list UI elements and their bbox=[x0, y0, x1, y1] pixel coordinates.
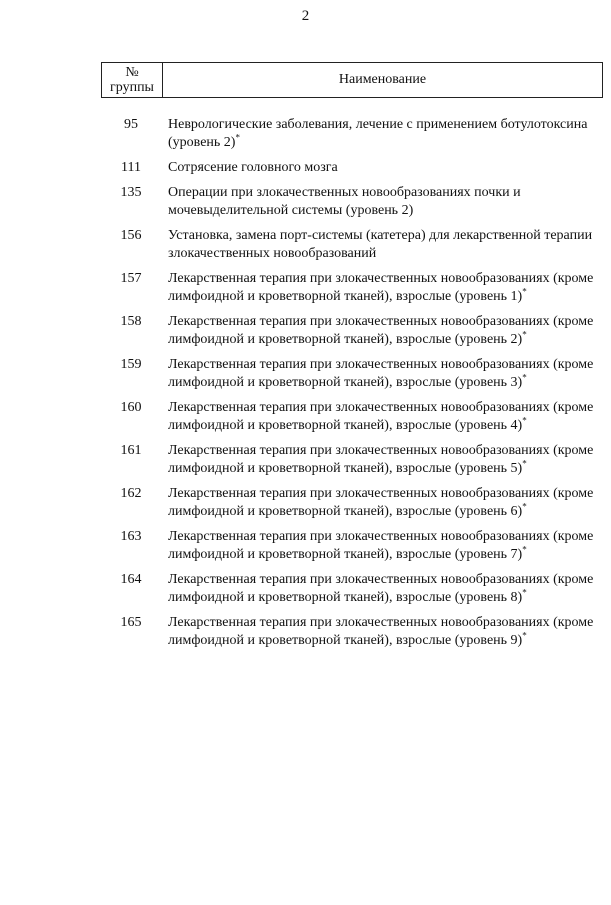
group-number: 164 bbox=[120, 572, 142, 587]
table-row bbox=[100, 442, 600, 478]
group-number: 156 bbox=[120, 228, 142, 243]
header-name: Наименование bbox=[338, 72, 427, 87]
group-name bbox=[162, 442, 600, 478]
group-name bbox=[162, 313, 600, 349]
group-name bbox=[162, 571, 600, 607]
footnote-mark: * bbox=[522, 630, 527, 641]
table-row bbox=[100, 116, 600, 152]
group-name-text: Операции при злокачественных новообразованиях почки и мочевыделительной системы (уровень 2) bbox=[168, 185, 521, 218]
page-number: 2 bbox=[301, 8, 310, 24]
footnote-mark: * bbox=[522, 458, 527, 469]
table-row bbox=[100, 571, 600, 607]
group-number: 158 bbox=[120, 314, 142, 329]
header-group-label: группы bbox=[110, 80, 154, 95]
footnote-mark: * bbox=[522, 329, 527, 340]
footnote-mark: * bbox=[522, 286, 527, 297]
group-number: 163 bbox=[120, 529, 142, 544]
group-name-text: Неврологические заболевания, лечение с применением ботулотоксина (уровень 2) bbox=[168, 117, 588, 150]
group-name bbox=[162, 227, 600, 263]
group-number: 157 bbox=[120, 271, 142, 286]
group-name-text: Лекарственная терапия при злокачественных новообразованиях (кроме лимфоидной и кроветворной тканей), взрослые (уровень 4) bbox=[168, 400, 594, 433]
group-name bbox=[162, 270, 600, 306]
footnote-mark: * bbox=[522, 415, 527, 426]
group-number: 165 bbox=[120, 615, 142, 630]
group-name-text: Лекарственная терапия при злокачественных новообразованиях (кроме лимфоидной и кроветворной тканей), взрослые (уровень 9) bbox=[168, 615, 594, 648]
group-name-text: Лекарственная терапия при злокачественных новообразованиях (кроме лимфоидной и кроветворной тканей), взрослые (уровень 7) bbox=[168, 529, 594, 562]
group-number: 161 bbox=[120, 443, 142, 458]
table-row bbox=[100, 270, 600, 306]
table-row bbox=[100, 399, 600, 435]
table-row bbox=[100, 485, 600, 521]
header-num-sign: № bbox=[125, 65, 139, 80]
footnote-mark: * bbox=[235, 132, 240, 143]
table-header bbox=[101, 62, 603, 98]
group-name-text: Сотрясение головного мозга bbox=[168, 160, 338, 175]
group-number: 135 bbox=[120, 185, 142, 200]
group-name-text: Лекарственная терапия при злокачественных новообразованиях (кроме лимфоидной и кроветворной тканей), взрослые (уровень 3) bbox=[168, 357, 594, 390]
footnote-mark: * bbox=[522, 544, 527, 555]
table-row bbox=[100, 614, 600, 650]
group-number: 159 bbox=[120, 357, 142, 372]
footnote-mark: * bbox=[522, 372, 527, 383]
group-name bbox=[162, 356, 600, 392]
table-row bbox=[100, 227, 600, 263]
group-name bbox=[162, 159, 600, 177]
header-group-number bbox=[102, 63, 163, 97]
table-row bbox=[100, 159, 600, 177]
table-row bbox=[100, 313, 600, 349]
group-number: 160 bbox=[120, 400, 142, 415]
table-row bbox=[100, 356, 600, 392]
table-row bbox=[100, 528, 600, 564]
group-name bbox=[162, 399, 600, 435]
footnote-mark: * bbox=[522, 501, 527, 512]
footnote-mark: * bbox=[522, 587, 527, 598]
group-name bbox=[162, 528, 600, 564]
group-name bbox=[162, 614, 600, 650]
group-name bbox=[162, 116, 600, 152]
group-number: 162 bbox=[120, 486, 142, 501]
group-number: 95 bbox=[124, 117, 138, 132]
group-name-text: Лекарственная терапия при злокачественных новообразованиях (кроме лимфоидной и кроветворной тканей), взрослые (уровень 1) bbox=[168, 271, 594, 304]
group-name-text: Лекарственная терапия при злокачественных новообразованиях (кроме лимфоидной и кроветворной тканей), взрослые (уровень 5) bbox=[168, 443, 594, 476]
group-name-text: Лекарственная терапия при злокачественных новообразованиях (кроме лимфоидной и кроветворной тканей), взрослые (уровень 6) bbox=[168, 486, 594, 519]
table-row bbox=[100, 184, 600, 220]
group-name bbox=[162, 485, 600, 521]
group-name-text: Установка, замена порт-системы (катетера) для лекарственной терапии злокачественных новообразований bbox=[168, 228, 593, 261]
group-name bbox=[162, 184, 600, 220]
group-name-text: Лекарственная терапия при злокачественных новообразованиях (кроме лимфоидной и кроветворной тканей), взрослые (уровень 2) bbox=[168, 314, 594, 347]
group-list bbox=[100, 116, 600, 657]
group-number: 111 bbox=[121, 160, 141, 175]
group-name-text: Лекарственная терапия при злокачественных новообразованиях (кроме лимфоидной и кроветворной тканей), взрослые (уровень 8) bbox=[168, 572, 594, 605]
